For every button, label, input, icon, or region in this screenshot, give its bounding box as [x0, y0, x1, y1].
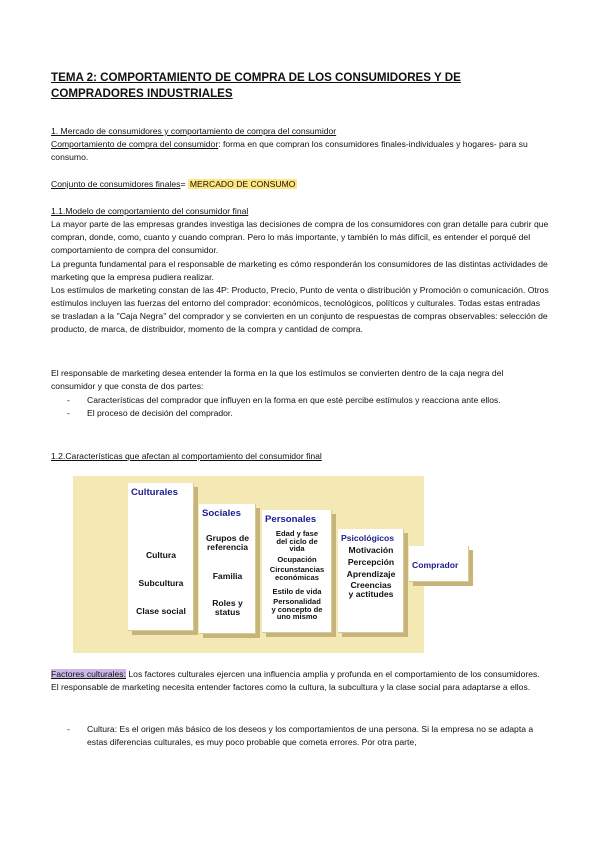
paragraph-1: La mayor parte de las empresas grandes investiga las decisiones de compra de los consumidores con gran detalle para cubrir que compran, donde, como, cuanto y cuando compran. Pero lo más importante, y también lo más difícil, es entender el porqué del comportamiento de compra del consumidor. — [51, 219, 549, 256]
psicologicos-item: Percepción — [347, 557, 395, 567]
factores-term: Factores culturales: — [51, 669, 126, 679]
sociales-item: Grupos de referencia — [206, 533, 249, 552]
comprador-title: Comprador — [412, 560, 459, 570]
personales-title: Personales — [265, 514, 317, 525]
section-1-1-heading: 1.1.Modelo de comportamiento del consumidor final — [51, 206, 249, 216]
personales-item: Ocupación — [277, 555, 317, 564]
psicologicos-title: Psicológicos — [341, 533, 395, 543]
culturales-item: Clase social — [136, 606, 186, 616]
sociales-item: Roles y status — [212, 598, 243, 617]
factores-text: Los factores culturales ejercen una influencia amplia y profunda en el comportamiento de los consumidores. El responsable de marketing necesita entender factores como la cultura, la subcultura y la clase social para adaptarse a ellos. — [51, 669, 540, 693]
comprador-box — [409, 546, 469, 582]
culturales-item: Subcultura — [138, 578, 184, 588]
psicologicos-box — [338, 529, 404, 633]
personales-item: Circunstancias económicas — [269, 565, 325, 582]
personales-item: Edad y fase del ciclo de vida — [275, 529, 319, 554]
definition-term: Comportamiento de compra del consumidor — [51, 139, 219, 149]
psicologicos-item: Motivación — [348, 545, 394, 555]
personales-box — [262, 510, 332, 633]
definition-paragraph — [51, 138, 549, 164]
factores-paragraph — [51, 668, 549, 694]
sociales-item: Familia — [212, 571, 243, 581]
psicologicos-item: Aprendizaje — [346, 569, 396, 579]
list-item: - El proceso de decisión del comprador. — [51, 407, 549, 420]
factores-list — [51, 723, 549, 749]
conjunto-line — [51, 178, 549, 191]
personales-item: Personalidad y concepto de uno mismo — [271, 597, 323, 622]
culturales-box — [128, 483, 194, 631]
paragraph-3: Los estímulos de marketing constan de las 4P: Producto, Precio, Punto de venta o distribución y Promoción o comunicación. Otros estímulos incluyen las fuerzas del entorno del comprador: económicos, tecnológicos, políticos y culturales. Todas estas entradas se trasladan a la ''Caja Negra'' del comprador y se convierten en un conjunto de respuestas de compras observables: selección de producto, de marca, de distribuidor, momento de la compra y cantidad de compra. — [51, 285, 549, 335]
sociales-title: Sociales — [202, 508, 241, 519]
paragraph-2: La pregunta fundamental para el responsable de marketing es cómo responderán los consumidores de las distintas actividades de marketing que la empresa pudiera realizar. — [51, 259, 548, 283]
culturales-item: Cultura — [145, 550, 177, 560]
section-1-2-heading: 1.2.Características que afectan al comportamiento del consumidor final — [51, 451, 322, 461]
psicologicos-item: Creencias y actitudes — [348, 580, 394, 599]
black-box-list — [51, 394, 549, 420]
conjunto-equals: = — [180, 179, 186, 189]
list-item: - Cultura: Es el origen más básico de los deseos y los comportamientos de una persona. Si la empresa no se adapta a estas diferencias culturales, es muy poco probable que cometa errores. Por otra parte, — [51, 723, 549, 749]
culturales-title: Culturales — [131, 487, 178, 498]
characteristics-diagram — [73, 476, 459, 653]
sociales-box — [199, 504, 256, 634]
section-1-heading: 1. Mercado de consumidores y comportamiento de compra del consumidor — [51, 126, 337, 136]
personales-item: Estilo de vida — [272, 587, 322, 596]
page-title: TEMA 2: COMPORTAMIENTO DE COMPRA DE LOS CONSUMIDORES Y DE COMPRADORES INDUSTRIALES — [51, 71, 461, 100]
definition-text: : forma en que compran los consumidores finales-individuales y hogares- para su consumo. — [51, 139, 528, 163]
list-item: - Características del comprador que influyen en la forma en que esté percibe estímulos y reacciona ante ellos. — [51, 394, 549, 407]
conjunto-term: Conjunto de consumidores finales — [51, 179, 181, 189]
paragraph-4: El responsable de marketing desea entender la forma en la que los estímulos se convierten dentro de la caja negra del consumidor y que consta de dos partes: — [51, 368, 504, 392]
mercado-highlight: MERCADO DE CONSUMO — [189, 179, 296, 189]
